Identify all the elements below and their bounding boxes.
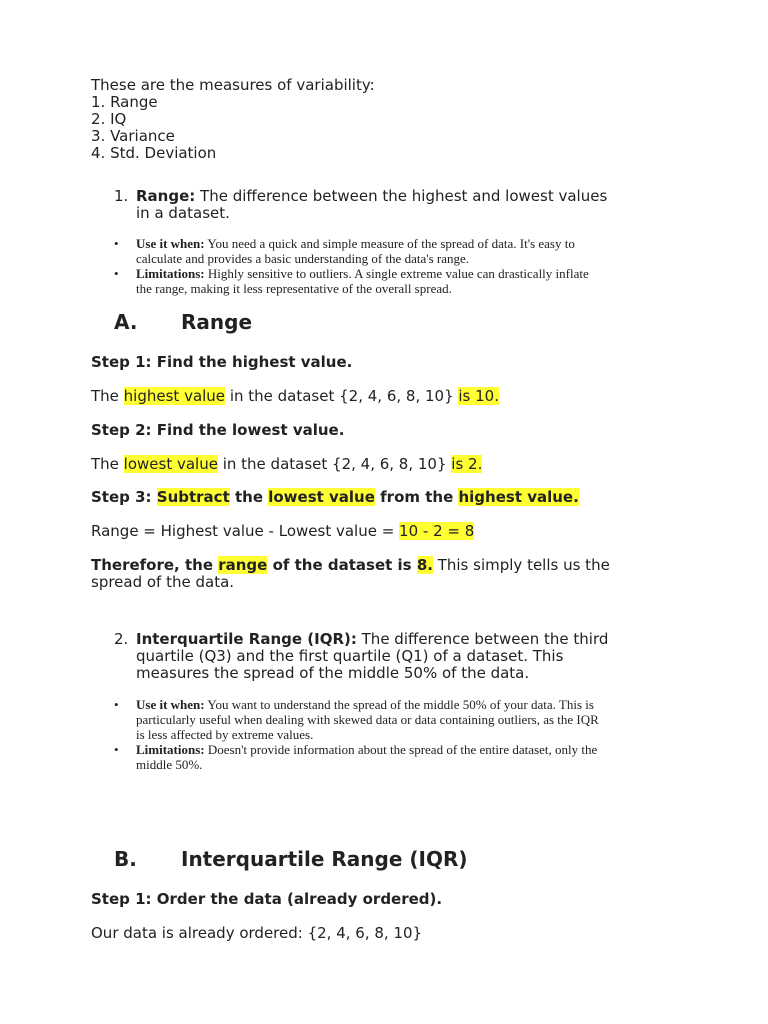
intro-heading: These are the measures of variability: — [91, 76, 375, 94]
iqr-definition-line-2: quartile (Q3) and the first quartile (Q1) of a dataset. This — [136, 647, 564, 665]
section-letter: A. — [114, 310, 138, 334]
intro-item-range: 1. Range — [91, 93, 158, 111]
step-2-heading: Step 2: Find the lowest value. — [91, 421, 345, 439]
bullet-glyph: • — [114, 697, 119, 712]
highlight-subtract: Subtract — [156, 488, 230, 506]
intro-block — [91, 77, 691, 162]
intro-item-variance: 3. Variance — [91, 127, 175, 145]
highlight-highest-value: highest value. — [458, 488, 579, 506]
bullet-glyph: • — [114, 742, 119, 757]
list-number: 2. — [114, 630, 129, 648]
text-run: of the dataset is — [267, 556, 417, 574]
bullet-text: middle 50%. — [136, 757, 203, 772]
step-b-1-text: Our data is already ordered: {2, 4, 6, 8, 10} — [91, 924, 423, 942]
text-run: This simply tells us the — [432, 556, 610, 574]
highlight-calculation: 10 - 2 = 8 — [399, 522, 475, 540]
step-1-text — [91, 388, 499, 405]
bullet-text: calculate and provides a basic understanding of the data's range. — [136, 251, 469, 266]
step-1-heading: Step 1: Find the highest value. — [91, 353, 353, 371]
bullet-text: particularly useful when dealing with skewed data or data containing outliers, as the IQR — [136, 712, 599, 727]
bullet-text: Highly sensitive to outliers. A single extreme value can drastically inflate — [207, 266, 589, 281]
bullet-label: Limitations: — [136, 266, 205, 281]
section-title: Range — [181, 310, 253, 334]
text-run: Therefore, the — [91, 556, 219, 574]
bullet-label: Use it when: — [136, 697, 205, 712]
bullet-text: the range, making it less representative of the overall spread. — [136, 281, 452, 296]
intro-item-iq: 2. IQ — [91, 110, 127, 128]
iqr-definition-line-3: measures the spread of the middle 50% of the data. — [136, 664, 530, 682]
step-3-heading — [91, 489, 579, 506]
text-run: from the — [374, 488, 459, 506]
bullet-glyph: • — [114, 266, 119, 281]
highlight-lowest-value: lowest value — [123, 455, 218, 473]
range-definition-body — [136, 188, 684, 222]
bullet-glyph: • — [114, 236, 119, 251]
text-run: Range = Highest value - Lowest value = — [91, 522, 400, 540]
range-term: Range: — [136, 187, 196, 205]
section-title: Interquartile Range (IQR) — [181, 847, 468, 871]
text-run: Step 3: — [91, 488, 157, 506]
highlight-lowest-value: lowest value — [268, 488, 375, 506]
bullet-text: is less affected by extreme values. — [136, 727, 314, 742]
range-definition-line-1: The difference between the highest and lowest values — [200, 187, 608, 205]
bullet-text: You need a quick and simple measure of the spread of data. It's easy to — [207, 236, 575, 251]
highlight-result: 8. — [416, 556, 433, 574]
bullet-label: Limitations: — [136, 742, 205, 757]
text-run: The — [91, 455, 124, 473]
text-run: in the dataset {2, 4, 6, 8, 10} — [217, 455, 452, 473]
range-conclusion — [91, 557, 691, 591]
text-run: The — [91, 387, 124, 405]
highlight-result: is 2. — [451, 455, 483, 473]
highlight-result: is 10. — [458, 387, 499, 405]
highlight-range: range — [218, 556, 268, 574]
bullet-label: Use it when: — [136, 236, 205, 251]
intro-item-std-deviation: 4. Std. Deviation — [91, 144, 217, 162]
step-2-text — [91, 456, 482, 473]
text-run: in the dataset {2, 4, 6, 8, 10} — [225, 387, 459, 405]
iqr-definition-body — [136, 631, 684, 682]
section-letter: B. — [114, 847, 137, 871]
iqr-term: Interquartile Range (IQR): — [136, 630, 357, 648]
bullet-text: Doesn't provide information about the spread of the entire dataset, only the — [207, 742, 598, 757]
range-definition-line-2: in a dataset. — [136, 204, 230, 222]
step-b-1-heading: Step 1: Order the data (already ordered). — [91, 890, 443, 908]
range-formula — [91, 523, 474, 540]
bullet-text: You want to understand the spread of the middle 50% of your data. This is — [207, 697, 594, 712]
text-run: spread of the data. — [91, 573, 235, 591]
iqr-definition-line-1: The difference between the third — [356, 630, 609, 648]
list-number: 1. — [114, 187, 129, 205]
highlight-highest-value: highest value — [123, 387, 226, 405]
text-run: the — [229, 488, 269, 506]
